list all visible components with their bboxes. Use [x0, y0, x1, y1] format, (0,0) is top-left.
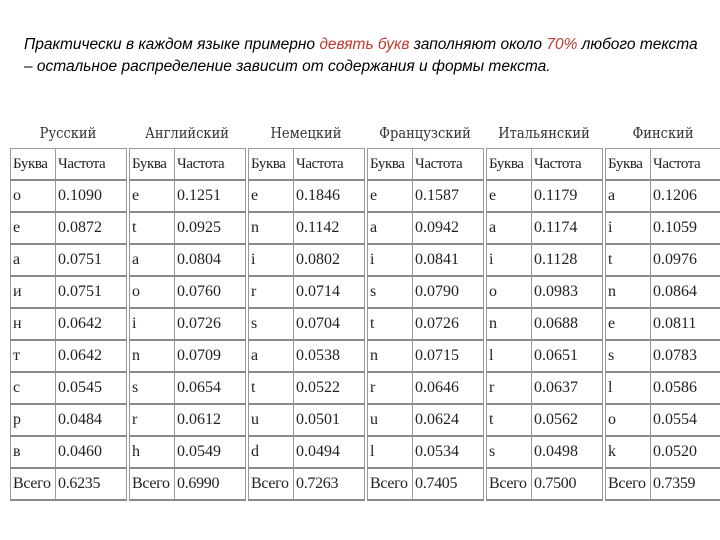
table-row-frequency: 0.0783 — [651, 340, 720, 372]
table-row-frequency: 0.0501 — [294, 404, 365, 436]
frequency-table — [367, 148, 484, 501]
table-row — [249, 436, 365, 468]
table-row — [249, 404, 365, 436]
table-row-letter: d — [249, 436, 294, 468]
language-column — [367, 120, 483, 501]
table-row-letter: e — [487, 180, 532, 212]
table-row-letter: s — [368, 276, 413, 308]
table-row — [11, 340, 127, 372]
table-row-letter: а — [11, 244, 56, 276]
total-row-letter: Всего — [487, 468, 532, 500]
language-title: Немецкий — [270, 126, 342, 142]
table-row-frequency: 0.0554 — [651, 404, 720, 436]
total-row — [606, 468, 720, 500]
table-row-letter: t — [487, 404, 532, 436]
table-row-letter: a — [368, 212, 413, 244]
table-row — [368, 244, 484, 276]
table-row-frequency: 0.1846 — [294, 180, 365, 212]
table-row — [130, 372, 246, 404]
table-row-frequency: 0.0642 — [56, 308, 127, 340]
table-row-frequency: 0.1251 — [175, 180, 246, 212]
frequency-table — [486, 148, 603, 501]
language-column — [248, 120, 364, 501]
header-row — [130, 149, 246, 181]
table-row-letter: и — [11, 276, 56, 308]
header-row-letter: Буква — [606, 149, 651, 181]
table-row-frequency: 0.0642 — [56, 340, 127, 372]
table-row-letter: i — [606, 212, 651, 244]
table-row-letter: u — [249, 404, 294, 436]
table-row-letter: n — [368, 340, 413, 372]
table-row — [606, 180, 720, 212]
table-row-frequency: 0.1179 — [532, 180, 603, 212]
frequency-table — [605, 148, 720, 501]
table-row-letter: a — [487, 212, 532, 244]
table-row-letter: s — [606, 340, 651, 372]
table-row-frequency: 0.0715 — [413, 340, 484, 372]
table-row-frequency: 0.0841 — [413, 244, 484, 276]
header-row-frequency: Частота — [651, 149, 720, 181]
total-row-frequency: 0.7263 — [294, 468, 365, 500]
table-row — [606, 372, 720, 404]
table-row-frequency: 0.0624 — [413, 404, 484, 436]
table-row — [130, 436, 246, 468]
table-row-frequency: 0.0726 — [413, 308, 484, 340]
language-column — [486, 120, 602, 501]
table-row-letter: n — [606, 276, 651, 308]
table-row — [368, 404, 484, 436]
table-row — [11, 372, 127, 404]
header-row-letter: Буква — [368, 149, 413, 181]
table-row-letter: n — [487, 308, 532, 340]
table-row-frequency: 0.1142 — [294, 212, 365, 244]
table-row — [606, 404, 720, 436]
table-row-frequency: 0.0942 — [413, 212, 484, 244]
table-row — [249, 180, 365, 212]
table-row — [487, 308, 603, 340]
table-row-frequency: 0.1128 — [532, 244, 603, 276]
table-row-frequency: 0.0688 — [532, 308, 603, 340]
table-row — [249, 340, 365, 372]
table-row — [249, 212, 365, 244]
table-row-letter: i — [130, 308, 175, 340]
table-row-frequency: 0.0520 — [651, 436, 720, 468]
total-row-frequency: 0.6235 — [56, 468, 127, 500]
table-row-frequency: 0.0760 — [175, 276, 246, 308]
table-row — [130, 340, 246, 372]
table-row-frequency: 0.0751 — [56, 244, 127, 276]
table-row — [606, 340, 720, 372]
language-title: Французский — [379, 126, 471, 142]
table-row-letter: т — [11, 340, 56, 372]
header-row-letter: Буква — [130, 149, 175, 181]
header-row — [11, 149, 127, 181]
total-row — [368, 468, 484, 500]
header-row — [368, 149, 484, 181]
table-row — [368, 436, 484, 468]
header-row-frequency: Частота — [175, 149, 246, 181]
table-row — [249, 308, 365, 340]
table-row — [368, 180, 484, 212]
header-row-frequency: Частота — [532, 149, 603, 181]
table-row-letter: в — [11, 436, 56, 468]
frequency-table — [10, 148, 127, 501]
table-row-letter: u — [368, 404, 413, 436]
table-row-letter: н — [11, 308, 56, 340]
table-row-letter: i — [487, 244, 532, 276]
table-row-frequency: 0.0549 — [175, 436, 246, 468]
table-row-frequency: 0.0751 — [56, 276, 127, 308]
table-row-letter: a — [249, 340, 294, 372]
table-row-frequency: 0.0494 — [294, 436, 365, 468]
frequency-table — [129, 148, 246, 501]
table-row-letter: r — [487, 372, 532, 404]
table-row-frequency: 0.0872 — [56, 212, 127, 244]
table-row-letter: a — [130, 244, 175, 276]
intro-part-2: заполняют около — [409, 35, 547, 53]
table-row-frequency: 0.0714 — [294, 276, 365, 308]
frequency-table — [248, 148, 365, 501]
frequency-tables — [10, 120, 715, 495]
table-row-letter: е — [11, 212, 56, 244]
intro-highlight-percent: 70% — [546, 35, 578, 53]
header-row — [487, 149, 603, 181]
intro-part-3: любого текста – остальное распределение зависит от содержания и формы текста. — [24, 35, 698, 75]
table-row-frequency: 0.0545 — [56, 372, 127, 404]
table-row-letter: e — [130, 180, 175, 212]
table-row-frequency: 0.0976 — [651, 244, 720, 276]
header-row-letter: Буква — [487, 149, 532, 181]
table-row — [368, 308, 484, 340]
table-row-letter: t — [368, 308, 413, 340]
table-row-frequency: 0.0522 — [294, 372, 365, 404]
table-row — [606, 276, 720, 308]
table-row-letter: l — [487, 340, 532, 372]
header-row-frequency: Частота — [294, 149, 365, 181]
table-row — [130, 276, 246, 308]
table-row — [11, 180, 127, 212]
table-row — [130, 180, 246, 212]
table-row — [487, 212, 603, 244]
total-row — [130, 468, 246, 500]
total-row-letter: Всего — [606, 468, 651, 500]
total-row-frequency: 0.6990 — [175, 468, 246, 500]
table-row — [487, 372, 603, 404]
table-row-frequency: 0.0562 — [532, 404, 603, 436]
table-row-frequency: 0.1587 — [413, 180, 484, 212]
table-row — [487, 180, 603, 212]
language-title: Английский — [145, 126, 229, 142]
table-row-letter: t — [249, 372, 294, 404]
table-row — [130, 404, 246, 436]
table-row-frequency: 0.0802 — [294, 244, 365, 276]
language-column — [605, 120, 720, 501]
table-row-frequency: 0.0460 — [56, 436, 127, 468]
table-row — [487, 276, 603, 308]
table-row-letter: r — [130, 404, 175, 436]
language-column — [129, 120, 245, 501]
intro-highlight-nine-letters: девять букв — [319, 35, 410, 53]
table-row — [606, 244, 720, 276]
table-row-letter: e — [606, 308, 651, 340]
table-row-frequency: 0.0498 — [532, 436, 603, 468]
table-row-frequency: 0.1206 — [651, 180, 720, 212]
table-row — [130, 244, 246, 276]
total-row — [11, 468, 127, 500]
table-row-frequency: 0.0790 — [413, 276, 484, 308]
table-row-letter: k — [606, 436, 651, 468]
table-row — [487, 244, 603, 276]
table-row-letter: o — [487, 276, 532, 308]
total-row-frequency: 0.7405 — [413, 468, 484, 500]
header-row-letter: Буква — [249, 149, 294, 181]
table-row-letter: l — [606, 372, 651, 404]
table-row-letter: r — [368, 372, 413, 404]
table-row-letter: n — [130, 340, 175, 372]
table-row — [249, 244, 365, 276]
table-row-frequency: 0.0709 — [175, 340, 246, 372]
table-row — [606, 436, 720, 468]
table-row-letter: o — [130, 276, 175, 308]
table-row-frequency: 0.0538 — [294, 340, 365, 372]
table-row — [11, 244, 127, 276]
table-row-letter: с — [11, 372, 56, 404]
language-title: Итальянский — [498, 126, 590, 142]
table-row-letter: t — [130, 212, 175, 244]
table-row — [11, 436, 127, 468]
table-row-letter: n — [249, 212, 294, 244]
table-row — [487, 404, 603, 436]
header-row-frequency: Частота — [56, 149, 127, 181]
table-row-letter: e — [368, 180, 413, 212]
table-row-frequency: 0.0586 — [651, 372, 720, 404]
table-row-frequency: 0.1090 — [56, 180, 127, 212]
table-row-frequency: 0.0651 — [532, 340, 603, 372]
language-column — [10, 120, 126, 501]
header-row — [249, 149, 365, 181]
total-row-frequency: 0.7500 — [532, 468, 603, 500]
total-row-letter: Всего — [249, 468, 294, 500]
language-title: Финский — [632, 126, 694, 142]
table-row-frequency: 0.0726 — [175, 308, 246, 340]
table-row — [130, 308, 246, 340]
table-row — [487, 340, 603, 372]
table-row — [11, 276, 127, 308]
table-row — [606, 212, 720, 244]
table-row — [368, 212, 484, 244]
table-row-frequency: 0.0925 — [175, 212, 246, 244]
table-row-letter: р — [11, 404, 56, 436]
total-row — [249, 468, 365, 500]
intro-text — [24, 34, 704, 78]
table-row-frequency: 0.0646 — [413, 372, 484, 404]
total-row-letter: Всего — [368, 468, 413, 500]
table-row-frequency: 0.0864 — [651, 276, 720, 308]
table-row-frequency: 0.0704 — [294, 308, 365, 340]
table-row — [130, 212, 246, 244]
table-row-letter: s — [130, 372, 175, 404]
table-row-frequency: 0.1174 — [532, 212, 603, 244]
table-row-letter: t — [606, 244, 651, 276]
table-row-letter: о — [11, 180, 56, 212]
table-row — [487, 436, 603, 468]
table-row-letter: h — [130, 436, 175, 468]
table-row-frequency: 0.0637 — [532, 372, 603, 404]
table-row — [368, 372, 484, 404]
table-row-letter: s — [487, 436, 532, 468]
table-row — [368, 340, 484, 372]
intro-part-1: Практически в каждом языке примерно — [24, 35, 320, 53]
table-row-frequency: 0.0983 — [532, 276, 603, 308]
table-row-frequency: 0.0811 — [651, 308, 720, 340]
table-row — [11, 404, 127, 436]
table-row-frequency: 0.0534 — [413, 436, 484, 468]
table-row — [249, 372, 365, 404]
table-row-frequency: 0.0484 — [56, 404, 127, 436]
table-row-letter: s — [249, 308, 294, 340]
table-row-frequency: 0.0612 — [175, 404, 246, 436]
table-row-frequency: 0.1059 — [651, 212, 720, 244]
table-row-letter: l — [368, 436, 413, 468]
table-row-letter: i — [368, 244, 413, 276]
table-row — [11, 212, 127, 244]
total-row-letter: Всего — [11, 468, 56, 500]
table-row — [11, 308, 127, 340]
table-row-letter: r — [249, 276, 294, 308]
language-title: Русский — [39, 126, 97, 142]
total-row-frequency: 0.7359 — [651, 468, 720, 500]
total-row — [487, 468, 603, 500]
table-row-letter: a — [606, 180, 651, 212]
table-row-frequency: 0.0804 — [175, 244, 246, 276]
header-row — [606, 149, 720, 181]
total-row-letter: Всего — [130, 468, 175, 500]
table-row — [606, 308, 720, 340]
header-row-frequency: Частота — [413, 149, 484, 181]
header-row-letter: Буква — [11, 149, 56, 181]
table-row — [249, 276, 365, 308]
table-row-letter: e — [249, 180, 294, 212]
table-row-letter: i — [249, 244, 294, 276]
table-row-letter: o — [606, 404, 651, 436]
table-row-frequency: 0.0654 — [175, 372, 246, 404]
table-row — [368, 276, 484, 308]
